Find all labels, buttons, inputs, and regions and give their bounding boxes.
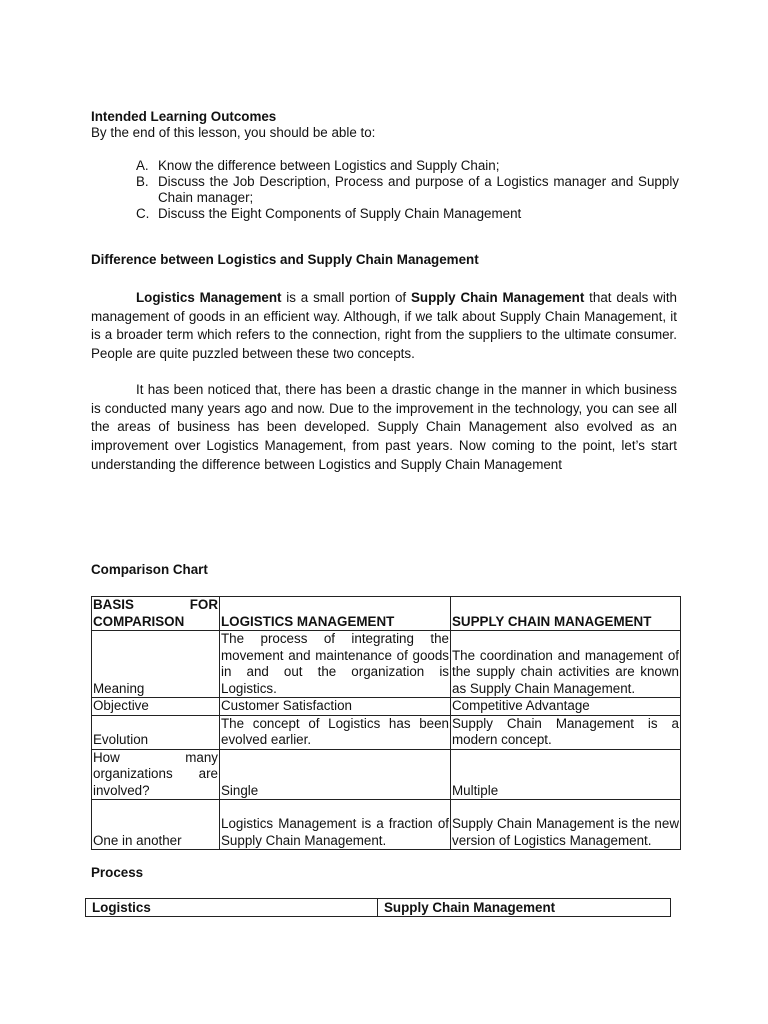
table-row bbox=[92, 749, 681, 800]
table-cell: Evolution bbox=[92, 715, 220, 749]
difference-paragraph-2: It has been noticed that, there has been a drastic change in the manner in which business is conducted many years ago and now. Due to the improvement in the technology, you can see all the areas of business has been developed. Supply Chain Management also evolved as an improvement over Logistics Management, from past years. Now coming to the point, let’s start understanding the difference between Logistics and Supply Chain Management bbox=[91, 382, 677, 472]
table-cell: Multiple bbox=[451, 749, 681, 800]
list-marker: B. bbox=[136, 174, 149, 189]
table-cell: The coordination and management of the supply chain activities are known as Supply Chain Management. bbox=[451, 631, 681, 698]
outcomes-intro: By the end of this lesson, you should be able to: bbox=[91, 125, 376, 140]
difference-paragraph-1 bbox=[91, 289, 677, 363]
table-row bbox=[92, 631, 681, 698]
table-cell: The concept of Logistics has been evolved earlier. bbox=[221, 715, 449, 747]
column-header: LOGISTICS MANAGEMENT bbox=[220, 597, 451, 631]
column-header: Supply Chain Management bbox=[378, 899, 671, 917]
table-cell: Single bbox=[220, 749, 451, 800]
column-header: SUPPLY CHAIN MANAGEMENT bbox=[451, 597, 681, 631]
outcomes-list bbox=[91, 158, 679, 222]
list-item bbox=[91, 158, 679, 174]
list-marker: C. bbox=[136, 206, 150, 221]
list-item-text: Discuss the Eight Components of Supply Chain Management bbox=[158, 206, 522, 221]
table-cell: Supply Chain Management is a modern concept. bbox=[452, 715, 679, 747]
table-cell: One in another bbox=[92, 800, 220, 850]
table-cell: How many organizations are involved? bbox=[93, 749, 218, 798]
list-item bbox=[91, 206, 679, 222]
table-row bbox=[92, 715, 681, 749]
term-supply-chain-management: Supply Chain Management bbox=[410, 290, 585, 305]
table-cell: Competitive Advantage bbox=[451, 698, 681, 716]
table-cell: The process of integrating the movement and maintenance of goods in and out the organization is Logistics. bbox=[221, 631, 449, 696]
table-cell: Logistics Management is a fraction of Supply Chain Management. bbox=[220, 800, 451, 850]
comparison-heading: Comparison Chart bbox=[91, 562, 208, 577]
table-cell: Customer Satisfaction bbox=[220, 698, 451, 716]
difference-heading: Difference between Logistics and Supply Chain Management bbox=[91, 252, 479, 267]
table-cell: Meaning bbox=[92, 631, 220, 698]
table-cell: Objective bbox=[92, 698, 220, 716]
table-header-row bbox=[86, 899, 671, 917]
list-item bbox=[91, 174, 679, 206]
paragraph-text: is a small portion of bbox=[281, 290, 411, 305]
list-item-text: Discuss the Job Description, Process and purpose of a Logistics manager and Supply Chain manager; bbox=[158, 174, 679, 205]
outcomes-heading: Intended Learning Outcomes bbox=[91, 109, 277, 124]
process-heading: Process bbox=[91, 865, 144, 880]
table-row bbox=[92, 698, 681, 716]
table-cell: Supply Chain Management is the new version of Logistics Management. bbox=[451, 800, 681, 850]
process-table bbox=[85, 898, 671, 917]
term-logistics-management: Logistics Management bbox=[136, 290, 282, 305]
column-header: BASIS FOR COMPARISON bbox=[93, 597, 218, 629]
table-row bbox=[92, 800, 681, 850]
list-marker: A. bbox=[136, 158, 149, 173]
column-header: Logistics bbox=[86, 899, 378, 917]
table-header-row bbox=[92, 597, 681, 631]
comparison-table bbox=[91, 596, 681, 850]
list-item-text: Know the difference between Logistics and Supply Chain; bbox=[158, 158, 500, 173]
paragraph-text: that deals with management of goods in an efficient way. Although, if we talk about Supply Chain Management, it is a broader term which refers to the connection, right from the suppliers to the ultimate consumer. People are quite puzzled between these two concepts. bbox=[91, 290, 677, 361]
